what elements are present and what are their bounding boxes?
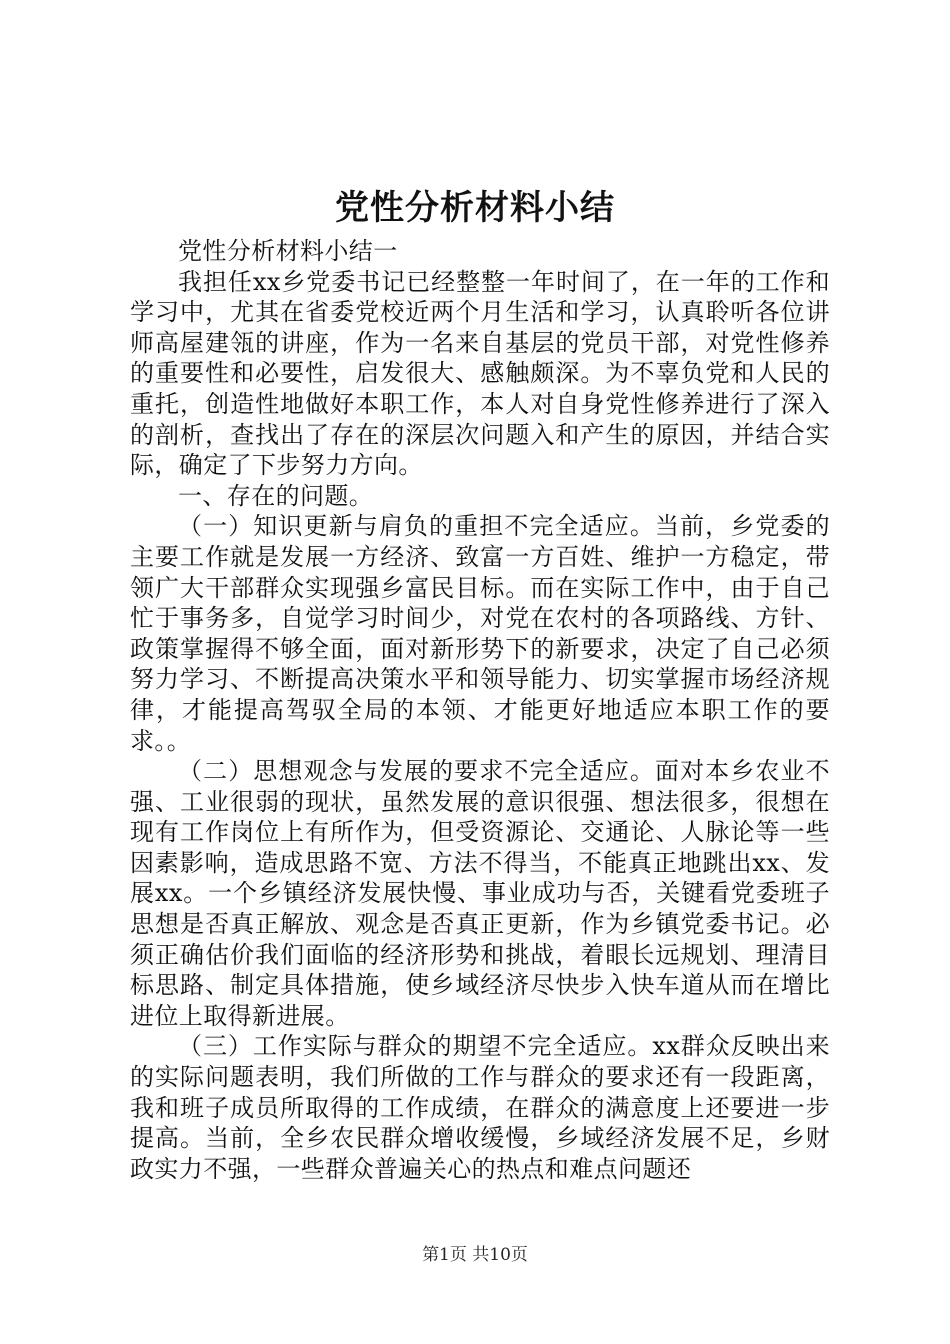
document-title: 党性分析材料小结 — [335, 188, 615, 228]
paragraph-item-2: （二）思想观念与发展的要求不完全适应。面对本乡农业不强、工业很弱的现状，虽然发展的意识很强、想法很多，很想在现有工作岗位上有所作为，但受资源论、交通论、人脉论等一些因素影响，造成思路不宽、方法不得当，不能真正地跳出xx、发展xx。一个乡镇经济发展快慢、事业成功与否，关键看党委班子思想是否真正解放、观念是否真正更新，作为乡镇党委书记。必须正确估价我们面临的经济形势和挑战，着眼长远规划、理清目标思路、制定具体措施，使乡域经济尽快步入快车道从而在增比进位上取得新进展。 — [130, 757, 830, 1030]
paragraph-intro: 我担任xx乡党委书记已经整整一年时间了，在一年的工作和学习中，尤其在省委党校近两个月生活和学习，认真聆听各位讲师高屋建瓴的讲座，作为一名来自基层的党员干部，对党性修养的重要性和必要性，启发很大、感触颇深。为不辜负党和人民的重托，创造性地做好本职工作，本人对自身党性修养进行了深入的剖析，查找出了存在的深层次问题入和产生的原因，并结合实际，确定了下步努力方向。 — [130, 267, 830, 480]
section-heading-problems: 一、存在的问题。 — [178, 481, 374, 510]
page-number: 第1页 共10页 — [422, 1245, 528, 1265]
document-body — [130, 236, 830, 1184]
paragraph-item-3: （三）工作实际与群众的期望不完全适应。xx群众反映出来的实际问题表明，我们所做的工作与群众的要求还有一段距离，我和班子成员所取得的工作成绩，在群众的满意度上还要进一步提高。当前，全乡农民群众增收缓慢，乡域经济发展不足，乡财政实力不强，一些群众普遍关心的热点和难点问题还 — [130, 1032, 830, 1183]
paragraph-item-1: （一）知识更新与肩负的重担不完全适应。当前，乡党委的主要工作就是发展一方经济、致富一方百姓、维护一方稳定，带领广大干部群众实现强乡富民目标。而在实际工作中，由于自己忙于事务多，自觉学习时间少，对党在农村的各项路线、方针、政策掌握得不够全面，面对新形势下的新要求，决定了自己必须努力学习、不断提高决策水平和领导能力、切实掌握市场经济规律，才能提高驾驭全局的本领、才能更好地适应本职工作的要求。。 — [130, 512, 830, 755]
section-subtitle: 党性分析材料小结一 — [178, 237, 398, 265]
